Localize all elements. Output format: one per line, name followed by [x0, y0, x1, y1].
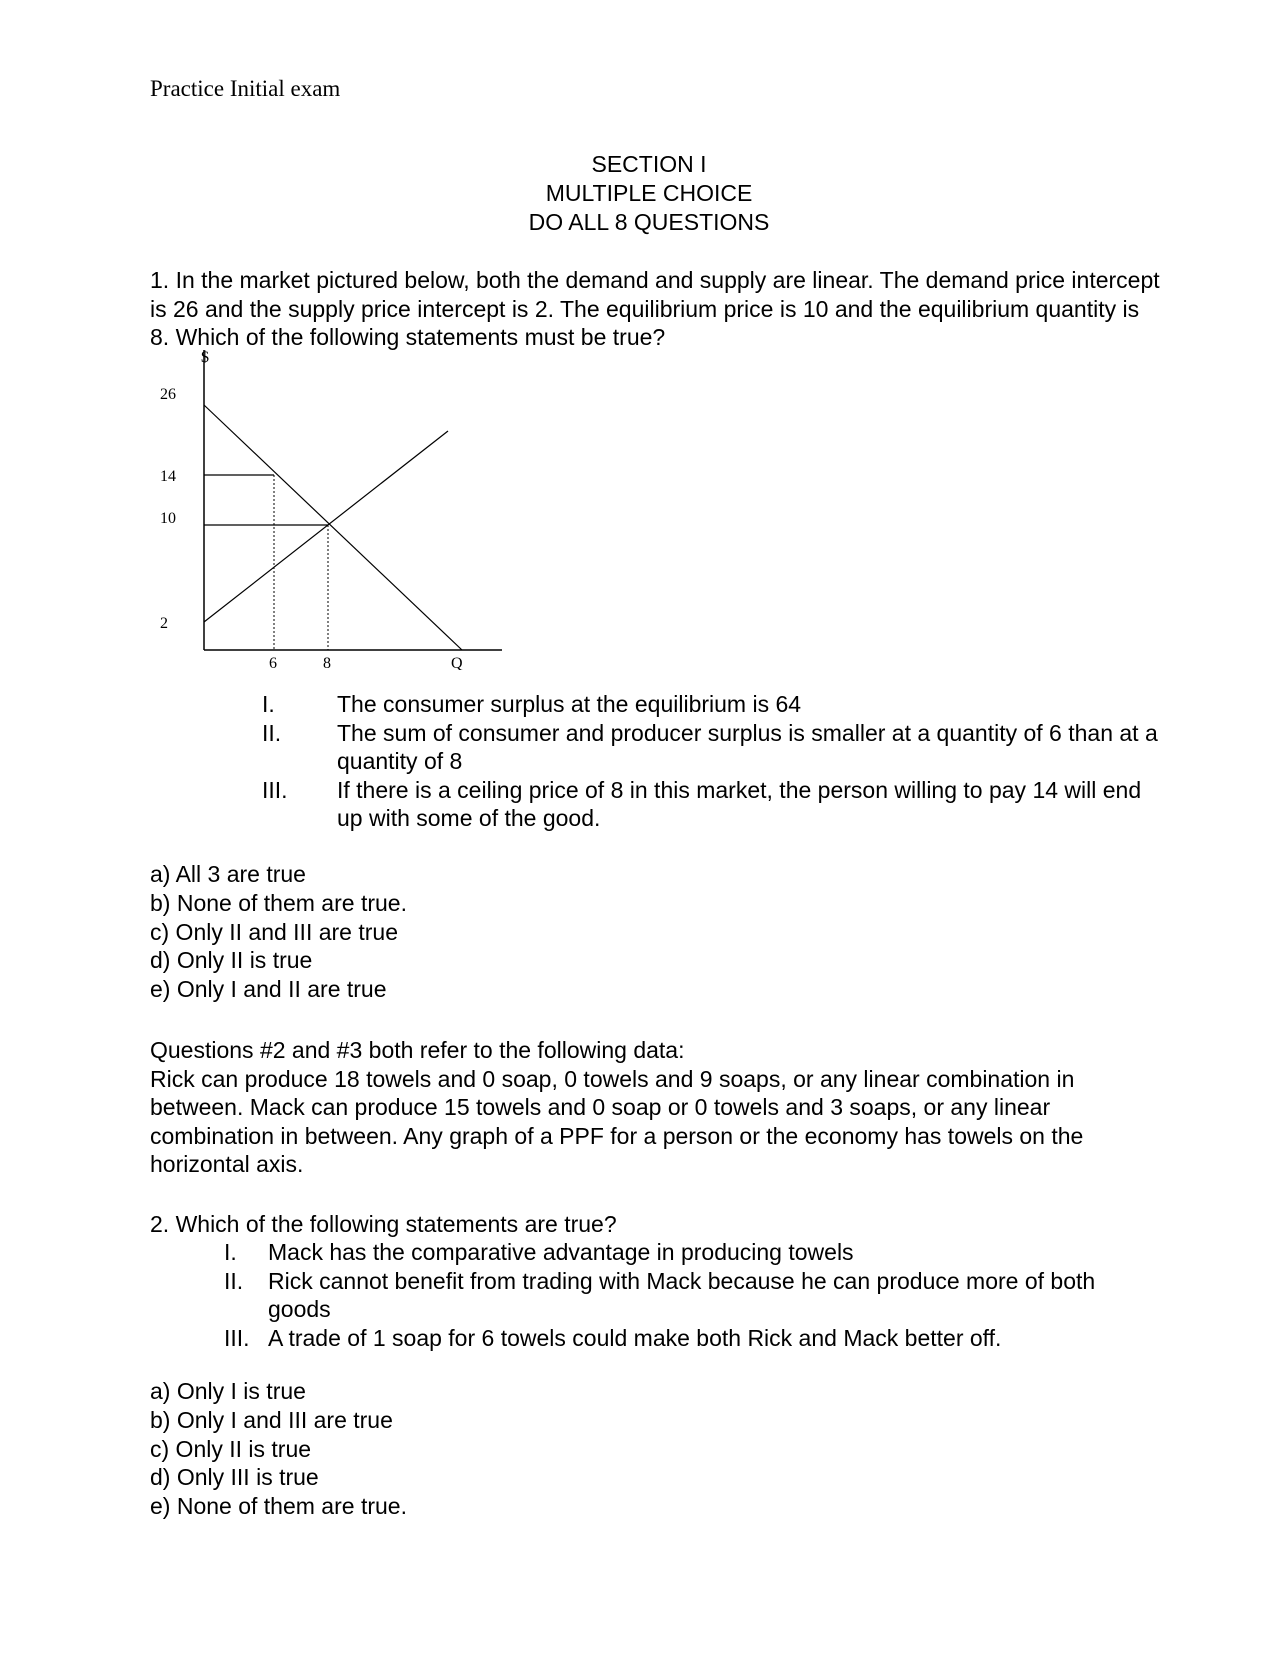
statement-item — [224, 1324, 1124, 1353]
supply-curve — [204, 431, 448, 622]
x-tick-8: 8 — [323, 655, 331, 670]
statement-number: I. — [262, 691, 275, 717]
y-tick-14: 14 — [160, 468, 176, 485]
y-tick-10: 10 — [160, 510, 176, 527]
section-line-3: DO ALL 8 QUESTIONS — [528, 209, 770, 235]
question-1-statements — [262, 690, 1162, 833]
statement-item — [262, 776, 1162, 833]
statement-item — [262, 690, 1162, 719]
choice-b: b) Only I and III are true — [150, 1406, 393, 1433]
section-heading — [0, 150, 1280, 237]
statement-text: The sum of consumer and producer surplus is smaller at a quantity of 6 than at a quantity of 8 — [337, 719, 1158, 774]
choice-b: b) None of them are true. — [150, 889, 407, 916]
y-axis-label: $ — [201, 350, 209, 366]
question-1-prompt: 1. In the market pictured below, both the demand and supply are linear. The demand price intercept is 26 and the supply price intercept is 2. The equilibrium price is 10 and the equilibrium quantity is 8. Which of the following statements must be true? — [150, 267, 1160, 350]
supply-demand-chart — [140, 350, 520, 670]
choice-c: c) Only II and III are true — [150, 918, 398, 945]
x-tick-6: 6 — [269, 655, 277, 670]
section-line-2: MULTIPLE CHOICE — [545, 180, 753, 206]
question-2-choices — [150, 1377, 407, 1521]
statement-text: The consumer surplus at the equilibrium is 64 — [337, 691, 802, 717]
question-1-choices — [150, 860, 407, 1004]
choice-a: a) All 3 are true — [150, 861, 306, 887]
choice-c: c) Only II is true — [150, 1435, 312, 1462]
statement-number: I. — [224, 1239, 237, 1265]
shared-data-block — [150, 1036, 1160, 1179]
statement-item — [224, 1238, 1124, 1267]
shared-data-heading: Questions #2 and #3 both refer to the following data: — [150, 1037, 685, 1063]
demand-curve — [204, 405, 462, 650]
statement-text: A trade of 1 soap for 6 towels could make both Rick and Mack better off. — [268, 1324, 1002, 1351]
statement-number: III. — [262, 776, 288, 803]
statement-number: II. — [224, 1267, 244, 1294]
y-tick-26: 26 — [160, 386, 176, 403]
question-2-statements — [224, 1238, 1124, 1352]
choice-a: a) Only I is true — [150, 1378, 306, 1404]
shared-data-body: Rick can produce 18 towels and 0 soap, 0 towels and 9 soaps, or any linear combination in between. Mack can produce 15 towels and 0 soap or 0 towels and 3 soaps, or any linear combination in between. Any graph of a PPF for a person or the economy has towels on the horizontal axis. — [150, 1065, 1084, 1177]
statement-number: II. — [262, 719, 282, 746]
document-title: Practice Initial exam — [150, 76, 341, 101]
x-axis-label: Q — [451, 655, 463, 670]
statement-text: Rick cannot benefit from trading with Mack because he can produce more of both goods — [268, 1267, 1096, 1322]
choice-e: e) None of them are true. — [150, 1493, 407, 1520]
question-2-prompt: 2. Which of the following statements are true? — [150, 1211, 617, 1237]
chart-svg — [140, 350, 520, 670]
statement-item — [224, 1267, 1124, 1324]
statement-item — [262, 719, 1162, 776]
statement-text: Mack has the comparative advantage in producing towels — [268, 1239, 854, 1265]
choice-d: d) Only III is true — [150, 1464, 319, 1491]
section-line-1: SECTION I — [591, 151, 707, 177]
choice-d: d) Only II is true — [150, 947, 313, 974]
choice-e: e) Only I and II are true — [150, 976, 387, 1003]
statement-text: If there is a ceiling price of 8 in this market, the person willing to pay 14 will end up with some of the good. — [337, 776, 1142, 831]
y-tick-2: 2 — [160, 615, 168, 632]
statement-number: III. — [224, 1324, 250, 1351]
